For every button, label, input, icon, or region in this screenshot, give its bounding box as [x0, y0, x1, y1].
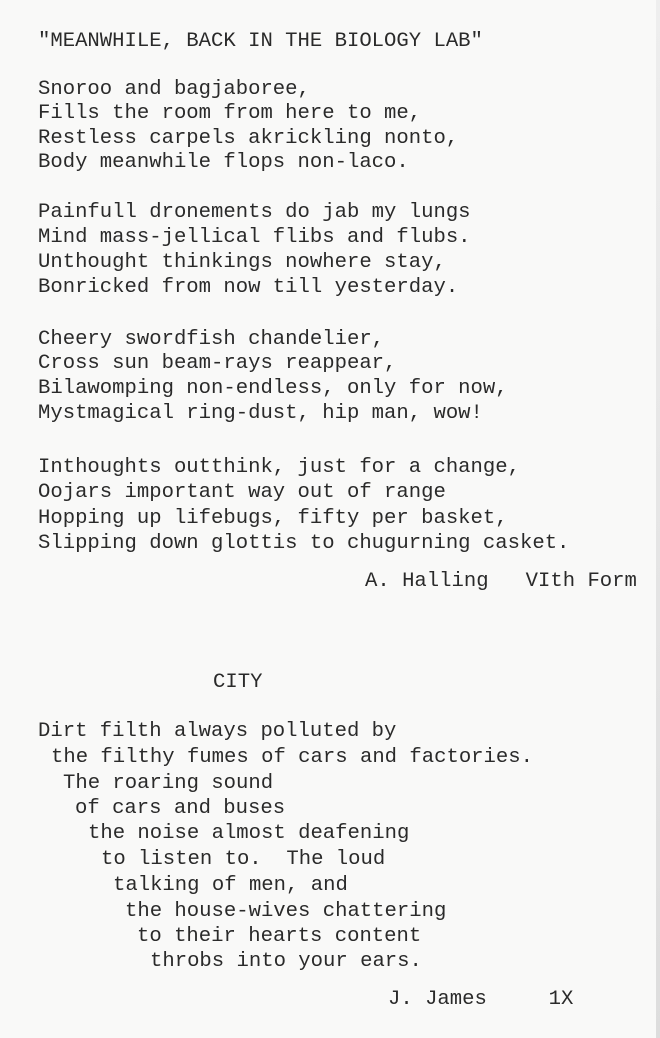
poem-line: Bilawomping non-endless, only for now,	[38, 377, 508, 400]
page-edge	[656, 0, 660, 1038]
poem-line: to listen to. The loud	[101, 848, 386, 871]
poem-line: The roaring sound	[63, 772, 274, 795]
poem-line: Oojars important way out of range	[38, 481, 446, 504]
poem-line: throbs into your ears.	[150, 950, 422, 973]
poem-line: Painfull dronements do jab my lungs	[38, 201, 471, 224]
poem-line: Cross sun beam-rays reappear,	[38, 352, 397, 375]
poem-line: Unthought thinkings nowhere stay,	[38, 251, 446, 274]
poem-title: CITY	[213, 671, 263, 694]
poem-line: Fills the room from here to me,	[38, 102, 422, 125]
poem-line: talking of men, and	[113, 874, 348, 897]
poem-title: "MEANWHILE, BACK IN THE BIOLOGY LAB"	[38, 30, 483, 53]
poem-line: Slipping down glottis to chugurning casket.	[38, 532, 570, 555]
poem-line: Mystmagical ring-dust, hip man, wow!	[38, 402, 483, 425]
poem-line: Cheery swordfish chandelier,	[38, 328, 385, 351]
poem-line: Hopping up lifebugs, fifty per basket,	[38, 507, 508, 530]
poem-line: Restless carpels akrickling nonto,	[38, 127, 459, 150]
poem-line: Inthoughts outthink, just for a change,	[38, 456, 520, 479]
poem-author: J. James 1X	[388, 988, 574, 1011]
poem-author: A. Halling VIth Form	[365, 570, 637, 593]
poem-line: the house-wives chattering	[125, 900, 447, 923]
poem-line: Body meanwhile flops non-laco.	[38, 151, 409, 174]
poem-line: the noise almost deafening	[88, 822, 410, 845]
poem-line: to their hearts content	[137, 925, 422, 948]
poem-line: Snoroo and bagjaboree,	[38, 78, 310, 101]
poem-line: the filthy fumes of cars and factories.	[51, 746, 533, 769]
poem-line: Mind mass-jellical flibs and flubs.	[38, 226, 471, 249]
poem-line: Bonricked from now till yesterday.	[38, 276, 459, 299]
poem-line: Dirt filth always polluted by	[38, 720, 397, 743]
poem-line: of cars and buses	[75, 797, 286, 820]
